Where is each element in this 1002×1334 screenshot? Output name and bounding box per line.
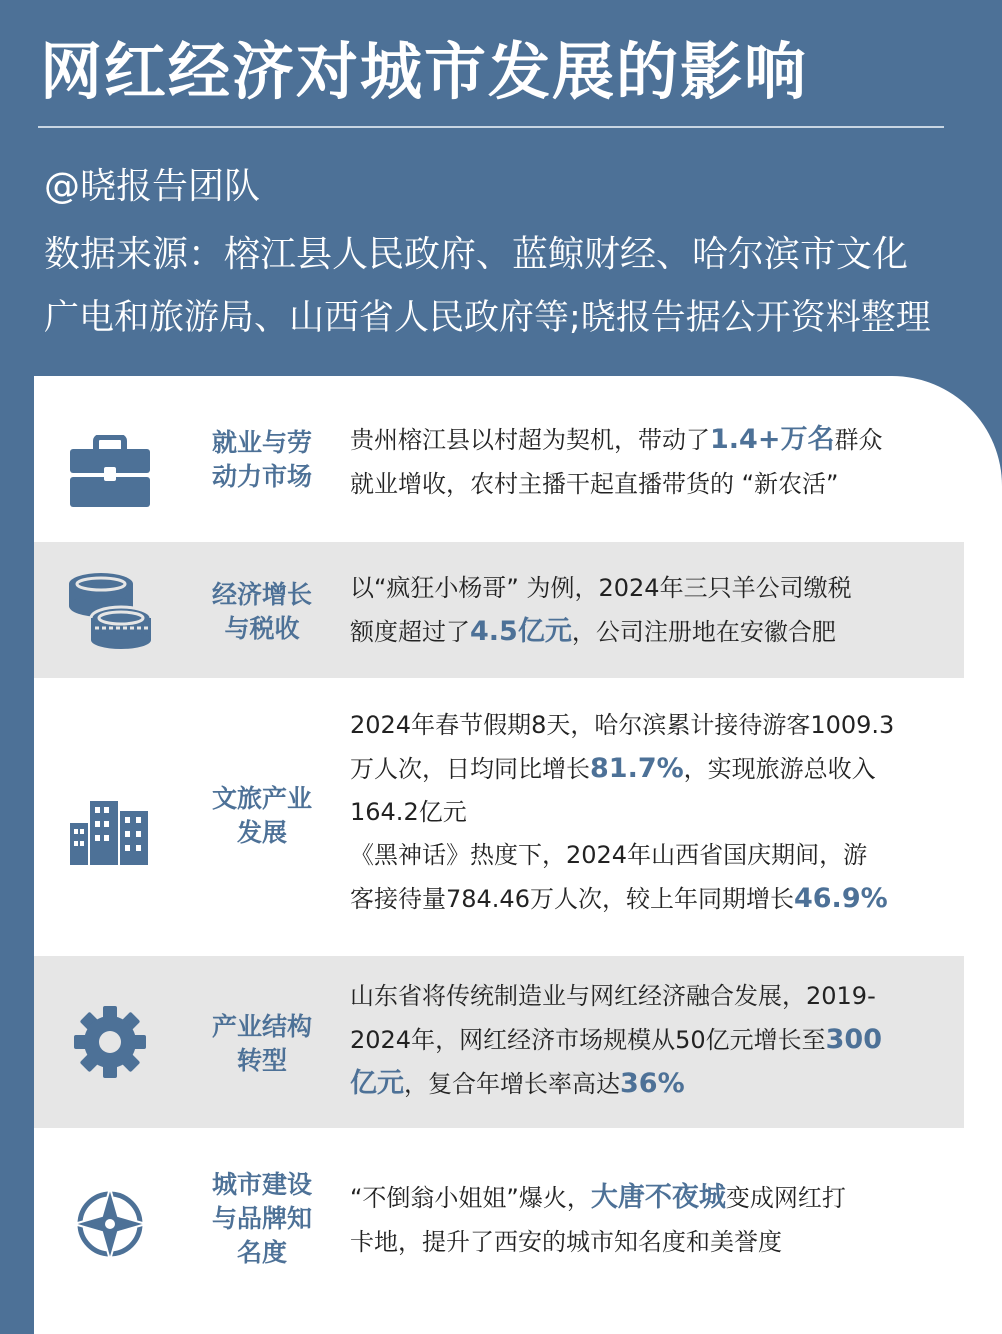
row-label: 文旅产业 发展 [211, 784, 312, 847]
briefcase-icon [62, 424, 158, 520]
row-label: 经济增长 与税收 [211, 580, 312, 643]
row-text: “不倒翁小姐姐”爆火，大唐不夜城变成网红打 卡地，提升了西安的城市知名度和美誉度 [350, 1182, 846, 1256]
row-label: 城市建设 与品牌知 名度 [211, 1170, 312, 1267]
row-text: 以“疯狂小杨哥” 为例，2024年三只羊公司缴税 额度超过了4.5亿元，公司注册地在安徽合肥 [350, 574, 852, 647]
row-city-brand [34, 1140, 964, 1290]
page-title: 网红经济对城市发展的影响 [40, 35, 809, 108]
row-text: 2024年春节假期8天，哈尔滨累计接待游客1009.3 万人次，日均同比增长81.7%，实现旅游总收入 164.2亿元 《黑神话》热度下，2024年山西省国庆期间，游 客接待量784.46万人次，较上年同期增长46.9% [350, 711, 895, 914]
source-line-2: 广电和旅游局、山西省人民政府等;晓报告据公开资料整理 [44, 298, 931, 338]
row-label: 产业结构 转型 [211, 1012, 312, 1075]
row-economy [34, 542, 964, 678]
content-card [34, 376, 1002, 1334]
source-line-1: 数据来源：榕江县人民政府、蓝鲸财经、哈尔滨市文化 [44, 234, 909, 275]
compass-icon [62, 1176, 158, 1272]
title-divider [38, 126, 944, 128]
coins-icon [62, 562, 158, 658]
buildings-icon [62, 784, 158, 880]
row-text: 贵州榕江县以村超为契机，带动了1.4+万名群众 就业增收，农村主播干起直播带货的 “新农活” [350, 424, 883, 498]
row-industry [34, 956, 964, 1128]
row-tourism [34, 686, 964, 946]
gear-icon [62, 994, 158, 1090]
row-employment [34, 406, 964, 536]
row-text: 山东省将传统制造业与网红经济融合发展，2019- 2024年，网红经济市场规模从50亿元增长至300 亿元，复合年增长率高达36% [350, 982, 882, 1099]
author-line: @晓报告团队 [44, 166, 261, 207]
row-label: 就业与劳 动力市场 [211, 428, 312, 491]
